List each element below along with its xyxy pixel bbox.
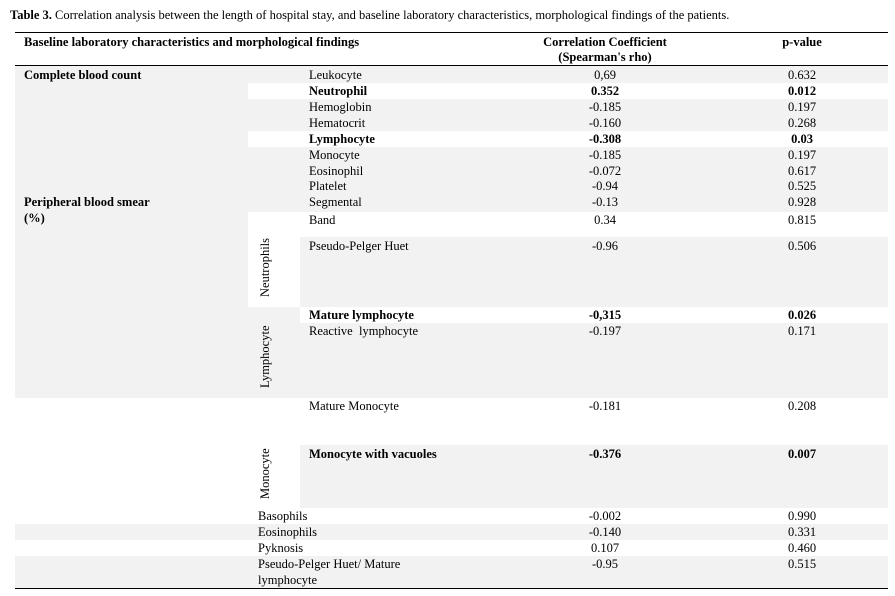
row-rho: 0.34 bbox=[594, 213, 616, 227]
row-rho: -0.160 bbox=[588, 116, 622, 130]
shade-group-labels bbox=[15, 66, 248, 398]
row-name: Leukocyte bbox=[309, 68, 362, 82]
row-p: 0.007 bbox=[787, 447, 817, 461]
row-rho: -0.308 bbox=[588, 132, 622, 146]
row-rho: 0.107 bbox=[590, 541, 620, 555]
row-p: 0.03 bbox=[791, 132, 813, 146]
row-name: Eosinophil bbox=[309, 164, 364, 178]
rule-header bbox=[15, 65, 888, 66]
row-rho: -0.95 bbox=[591, 557, 619, 571]
rule-top bbox=[15, 32, 888, 33]
row-p: 0.460 bbox=[787, 541, 817, 555]
row-name: Monocyte with vacuoles bbox=[309, 447, 437, 461]
row-name: Lymphocyte bbox=[309, 132, 375, 146]
row-rho: -0.96 bbox=[591, 239, 619, 253]
row-rho: -0.94 bbox=[591, 179, 619, 193]
row-name: Pseudo-Pelger Huet bbox=[309, 239, 409, 253]
row-name-continued: lymphocyte bbox=[258, 573, 318, 587]
table-caption-text: Correlation analysis between the length of hospital stay, and baseline laboratory characteristics, morphological findings of the patients. bbox=[51, 8, 730, 22]
row-name: Basophils bbox=[258, 509, 308, 523]
subgroup-lymphocyte: Lymphocyte bbox=[258, 325, 272, 388]
row-p: 0.990 bbox=[787, 509, 817, 523]
header-characteristics: Baseline laboratory characteristics and morphological findings bbox=[24, 35, 360, 49]
row-rho: -0,315 bbox=[588, 308, 622, 322]
row-p: 0.815 bbox=[787, 213, 817, 227]
group-peripheral-blood-smear: Peripheral blood smear bbox=[24, 195, 150, 209]
row-p: 0.208 bbox=[787, 399, 817, 413]
group-peripheral-blood-smear-unit: (%) bbox=[24, 211, 45, 225]
row-rho: -0.072 bbox=[588, 164, 622, 178]
row-name: Platelet bbox=[309, 179, 347, 193]
row-name: Segmental bbox=[309, 195, 362, 209]
row-rho: -0.181 bbox=[588, 399, 622, 413]
header-correlation-line1: Correlation Coefficient bbox=[543, 35, 667, 49]
row-p: 0.331 bbox=[787, 525, 817, 539]
row-rho: -0.376 bbox=[588, 447, 622, 461]
group-complete-blood-count: Complete blood count bbox=[24, 68, 142, 82]
header-correlation-line2: (Spearman's rho) bbox=[558, 50, 652, 64]
row-rho: -0.002 bbox=[588, 509, 622, 523]
row-name: Neutrophil bbox=[309, 84, 368, 98]
rule-bottom bbox=[15, 588, 888, 589]
subgroup-monocyte: Monocyte bbox=[258, 448, 272, 499]
row-rho: -0.185 bbox=[588, 148, 622, 162]
row-rho: -0.140 bbox=[588, 525, 622, 539]
row-p: 0.928 bbox=[787, 195, 817, 209]
row-rho: 0.352 bbox=[590, 84, 620, 98]
row-name: Mature lymphocyte bbox=[309, 308, 414, 322]
row-rho: -0.197 bbox=[588, 324, 622, 338]
row-name: Hematocrit bbox=[309, 116, 366, 130]
row-name: Pyknosis bbox=[258, 541, 304, 555]
row-p: 0.268 bbox=[787, 116, 817, 130]
row-p: 0.506 bbox=[787, 239, 817, 253]
table-caption bbox=[10, 8, 729, 23]
row-p: 0.515 bbox=[787, 557, 817, 571]
row-name: Pseudo-Pelger Huet/ Mature bbox=[258, 557, 401, 571]
subgroup-neutrophils: Neutrophils bbox=[258, 237, 272, 297]
row-name: Band bbox=[309, 213, 336, 227]
row-rho: -0.185 bbox=[588, 100, 622, 114]
row-rho: -0.13 bbox=[591, 195, 619, 209]
row-rho: 0,69 bbox=[594, 68, 616, 82]
shade-lymphocyte-label bbox=[248, 307, 300, 398]
row-p: 0.197 bbox=[787, 100, 817, 114]
row-name: Hemoglobin bbox=[309, 100, 372, 114]
row-p: 0.026 bbox=[787, 308, 817, 322]
row-p: 0.632 bbox=[787, 68, 817, 82]
row-p: 0.171 bbox=[787, 324, 817, 338]
row-p: 0.617 bbox=[787, 164, 817, 178]
row-name: Monocyte bbox=[309, 148, 360, 162]
row-p: 0.012 bbox=[787, 84, 817, 98]
header-p-value: p-value bbox=[782, 35, 822, 49]
row-name: Reactive lymphocyte bbox=[309, 324, 418, 338]
table-caption-label: Table 3. bbox=[10, 8, 52, 22]
row-p: 0.197 bbox=[787, 148, 817, 162]
row-name: Eosinophils bbox=[258, 525, 318, 539]
row-name: Mature Monocyte bbox=[309, 399, 399, 413]
row-p: 0.525 bbox=[787, 179, 817, 193]
